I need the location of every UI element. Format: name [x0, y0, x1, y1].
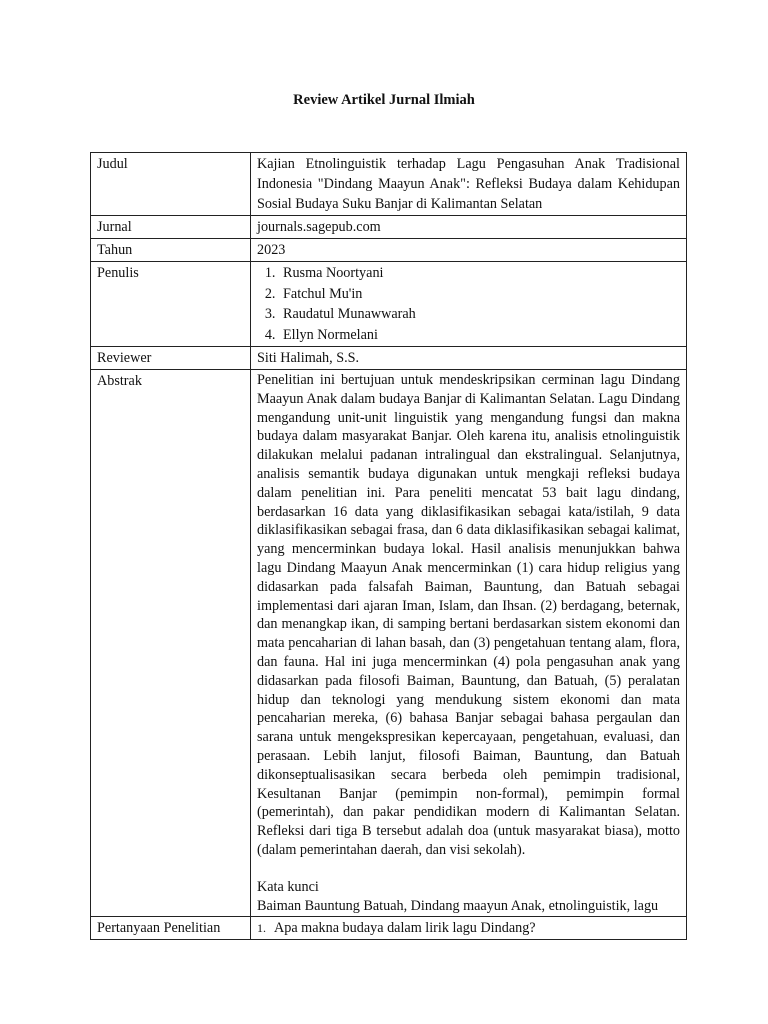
value-reviewer: Siti Halimah, S.S.: [251, 347, 687, 370]
label-tahun: Tahun: [91, 239, 251, 262]
value-penulis: [251, 262, 687, 347]
row-abstrak: [91, 370, 687, 917]
keywords-label: Kata kunci: [257, 878, 319, 895]
page-title: Review Artikel Jurnal Ilmiah: [293, 92, 475, 108]
value-judul: Kajian Etnolinguistik terhadap Lagu Pengasuhan Anak Tradisional Indonesia "Dindang Maayun Anak": Refleksi Budaya dalam Kehidupan Sosial Budaya Suku Banjar di Kalimantan Selatan: [251, 153, 687, 216]
keywords-text: Baiman Bauntung Batuah, Dindang maayun Anak, etnolinguistik, lagu: [257, 897, 659, 914]
author-item: 3. Raudatul Munawwarah: [279, 304, 680, 325]
value-pertanyaan: [251, 917, 687, 940]
author-item: 2. Fatchul Mu'in: [279, 284, 680, 305]
row-judul: [91, 153, 687, 216]
label-abstrak: Abstrak: [91, 370, 251, 917]
row-jurnal: [91, 216, 687, 239]
author-list: [257, 263, 680, 345]
label-pertanyaan: Pertanyaan Penelitian: [91, 917, 251, 940]
row-reviewer: [91, 347, 687, 370]
question-text: Apa makna budaya dalam lirik lagu Dindang?: [274, 920, 536, 937]
label-penulis: Penulis: [91, 262, 251, 347]
question-number: 1.: [257, 921, 266, 936]
label-jurnal: Jurnal: [91, 216, 251, 239]
abstract-spacer: [257, 860, 680, 878]
value-jurnal: journals.sagepub.com: [251, 216, 687, 239]
abstract-text: Penelitian ini bertujuan untuk mendeskripsikan cerminan lagu Dindang Maayun Anak dalam budaya Banjar di Kalimantan Selatan. Lagu Dindang mengandung unit-unit linguistik yang mengandung fungsi dan makna budaya dalam masyarakat Banjar. Oleh karena itu, analisis etnolinguistik dilakukan melalui padanan intralingual dan ekstralingual. Selanjutnya, analisis semantik budaya digunakan untuk mengkaji refleksi budaya dalam penelitian ini. Para peneliti mencatat 53 bait lagu dindang, berdasarkan 16 data yang diklasifikasikan sebagai kata/istilah, 9 data diklasifikasikan sebagai frasa, dan 6 data diklasifikasikan sebagai kalimat, yang mencerminkan budaya lokal. Hasil analisis menunjukkan bahwa lagu Dindang Maayun Anak mencerminkan (1) cara hidup religius yang didasarkan pada falsafah Baiman, Bauntung, dan Batuah sebagai implementasi dari ajaran Iman, Islam, dan Ihsan. (2) berdagang, beternak, dan menangkap ikan, di samping bertani berdasarkan sistem ekonomi dan mata pencaharian di lahan basah, dan (3) pengetahuan tentang alam, flora, dan fauna. Hal ini juga mencerminkan (4) pola pengasuhan anak yang didasarkan pada filosofi Baiman, Bauntung, dan Batuah, (5) peralatan hidup dan teknologi yang mendukung sistem ekonomi dan mata pencaharian mereka, (6) bahasa Banjar sebagai bahasa pergaulan dan sarana untuk mengekspresikan kepercayaan, pengetahuan, evaluasi, dan perasaan. Lebih lanjut, filosofi Baiman, Bauntung, dan Batuah dikonseptualisasikan secara berbeda oleh pemimpin tradisional, Kesultanan Banjar (pemimpin non-formal), pemimpin formal (pemerintah), dan pakar pendidikan modern di Kalimantan Selatan. Refleksi dari tiga B tersebut adalah doa (untuk masyarakat biasa), motto (dalam pemerintahan daerah, dan visi sekolah).: [257, 372, 680, 858]
value-tahun: 2023: [251, 239, 687, 262]
label-judul: Judul: [91, 153, 251, 216]
author-item: 1. Rusma Noortyani: [279, 263, 680, 284]
label-reviewer: Reviewer: [91, 347, 251, 370]
value-abstrak: [251, 370, 687, 917]
author-item: 4. Ellyn Normelani: [279, 325, 680, 346]
row-tahun: [91, 239, 687, 262]
row-pertanyaan: [91, 917, 687, 940]
row-penulis: [91, 262, 687, 347]
review-table: [90, 152, 687, 940]
